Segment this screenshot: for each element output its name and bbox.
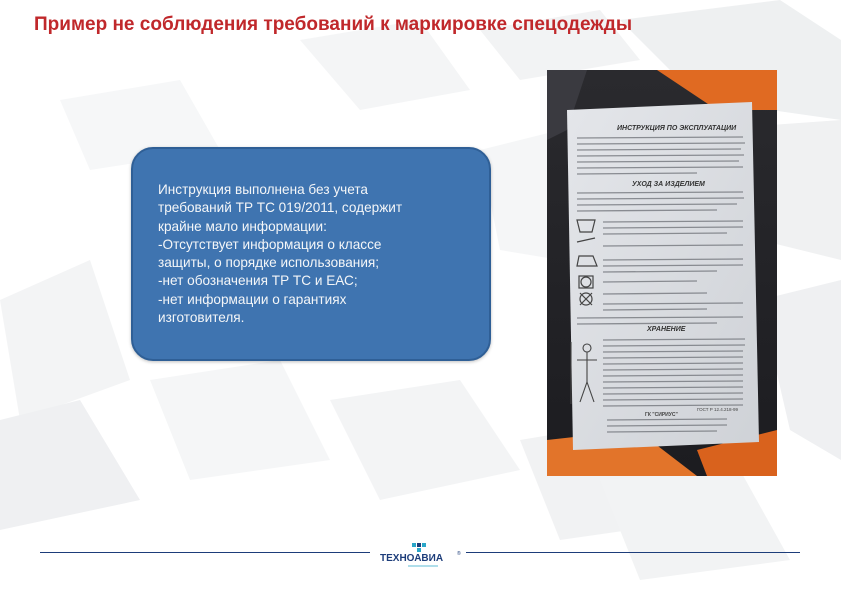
callout-line: крайне мало информации: <box>158 218 327 234</box>
label-photo <box>547 70 777 476</box>
logo-text: ТЕХНОАВИА <box>380 553 444 564</box>
label-heading-1: ИНСТРУКЦИЯ ПО ЭКСПЛУАТАЦИИ <box>617 125 737 132</box>
slide-title: Пример не соблюдения требований к маркировке спецодежды <box>34 14 633 35</box>
label-heading-3: ХРАНЕНИЕ <box>647 326 686 333</box>
label-heading-2: УХОД ЗА ИЗДЕЛИЕМ <box>632 181 705 188</box>
label-gost: ГОСТ Р 12.4.218-99 <box>697 407 739 412</box>
callout-line: -Отсутствует информация о классе <box>158 236 382 252</box>
callout-line: требований ТР ТС 019/2011, содержит <box>158 200 403 216</box>
callout-line: Инструкция выполнена без учета <box>158 182 368 197</box>
logo-trademark: ® <box>457 551 461 557</box>
logo-mark-icon <box>412 543 426 552</box>
tehnoavia-logo <box>378 543 464 569</box>
callout-line: -нет информации о гарантиях <box>158 291 347 307</box>
callout-box <box>131 147 491 361</box>
footer-line-right <box>466 552 800 553</box>
callout-line: защиты, о порядке использования; <box>158 255 380 271</box>
footer-line-left <box>40 552 370 553</box>
callout-line: -нет обозначения ТР ТС и ЕАС; <box>158 273 358 289</box>
label-company: ГК "СИРИУС" <box>645 412 678 418</box>
callout-line: изготовителя. <box>158 310 245 326</box>
